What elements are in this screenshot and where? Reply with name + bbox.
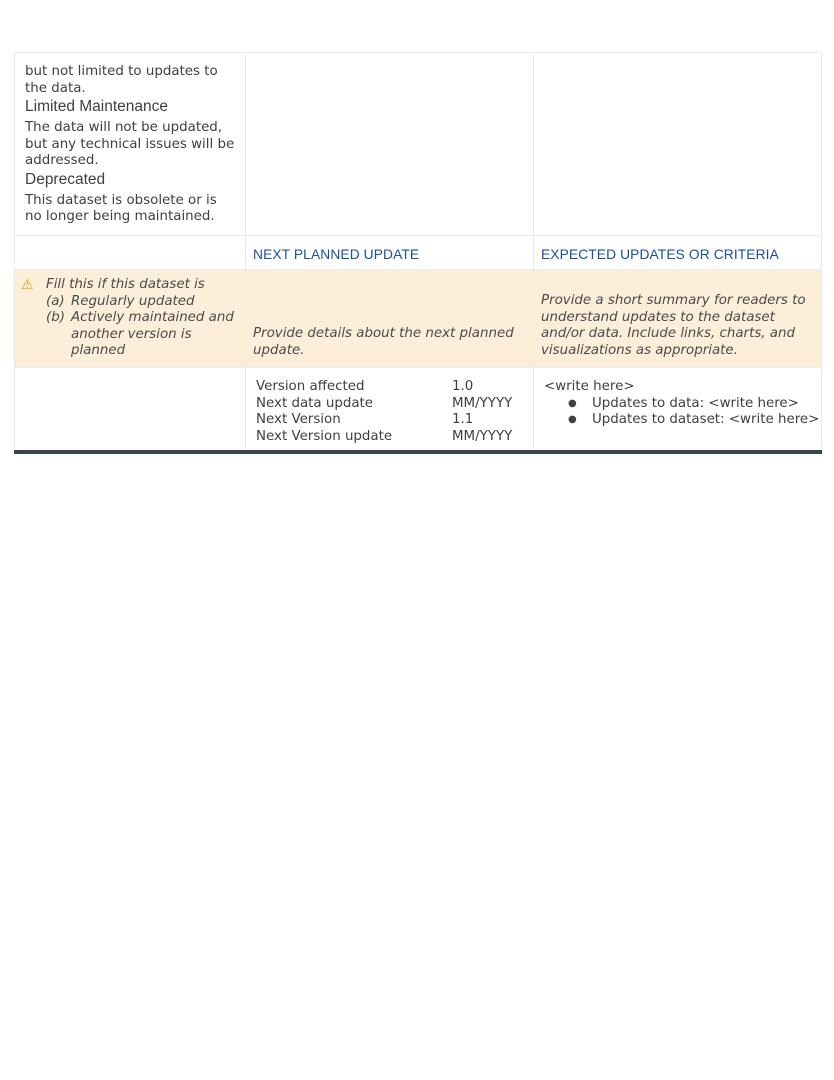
next-planned-update-label: NEXT PLANNED UPDATE [253, 247, 420, 262]
detail-row-next-version-update [256, 429, 527, 446]
detail-label: Version affected [256, 379, 365, 394]
condition-item [46, 310, 239, 360]
detail-label: Next data update [256, 395, 374, 411]
condition-marker: (a) [46, 293, 65, 309]
detail-row-next-data-update [256, 396, 527, 413]
next-update-hint-cell [245, 270, 533, 367]
expected-updates-cell [533, 368, 822, 450]
condition-marker: (b) [46, 310, 65, 325]
detail-value[interactable]: 1.1 [452, 412, 474, 427]
warning-icon: ⚠ [21, 277, 34, 293]
instructions-row [14, 270, 822, 368]
conditions-list [46, 294, 239, 360]
expected-updates-header [533, 236, 822, 269]
empty-cell [245, 53, 533, 235]
expected-update-item[interactable]: ● Updates to data: <write here> [568, 396, 813, 413]
limited-maintenance-title: Limited Maintenance [25, 98, 169, 115]
empty-cell [533, 53, 822, 235]
expected-hint: Provide a short summary for readers to understand updates to the dataset and/or data. Include links, charts, and visualizations as appropriate. [541, 293, 806, 358]
detail-label: Next Version [256, 412, 341, 427]
details-row [14, 368, 822, 450]
condition-text: Actively maintained and another version is planned [71, 310, 234, 358]
detail-value[interactable]: MM/YYYY [452, 395, 513, 411]
status-descriptions-row [14, 53, 822, 236]
expected-updates-label: EXPECTED UPDATES OR CRITERIA [541, 247, 779, 262]
maintenance-table [14, 52, 822, 454]
detail-row-version-affected [256, 379, 527, 396]
detail-value[interactable]: MM/YYYY [452, 428, 513, 444]
update-details-cell [245, 368, 533, 450]
detail-row-next-version [256, 412, 527, 429]
deprecated-description: This dataset is obsolete or is no longer being maintained. [25, 192, 217, 224]
detail-value[interactable]: 1.0 [452, 379, 474, 394]
header-row [14, 236, 822, 270]
empty-cell [14, 368, 245, 450]
next-planned-update-header [245, 236, 533, 269]
expected-updates-list [544, 395, 820, 429]
condition-text: Regularly updated [71, 293, 195, 309]
deprecated-title: Deprecated [25, 170, 106, 188]
fill-if-text: Fill this if this dataset is [46, 277, 205, 292]
continued-text: but not limited to updates to the data. [25, 64, 218, 96]
expected-hint-cell [533, 270, 822, 367]
expected-updates-intro[interactable]: <write here> [544, 379, 635, 394]
instructions-conditions-cell [14, 270, 245, 367]
detail-label: Next Version update [256, 428, 393, 444]
limited-maintenance-description: The data will not be updated, but any technical issues will be addressed. [25, 120, 235, 168]
status-descriptions-cell [14, 53, 245, 235]
next-update-hint: Provide details about the next planned update. [253, 326, 514, 358]
empty-header-cell [14, 236, 245, 269]
condition-item [46, 294, 239, 311]
expected-update-item[interactable]: ● Updates to dataset: <write here> [568, 412, 813, 429]
